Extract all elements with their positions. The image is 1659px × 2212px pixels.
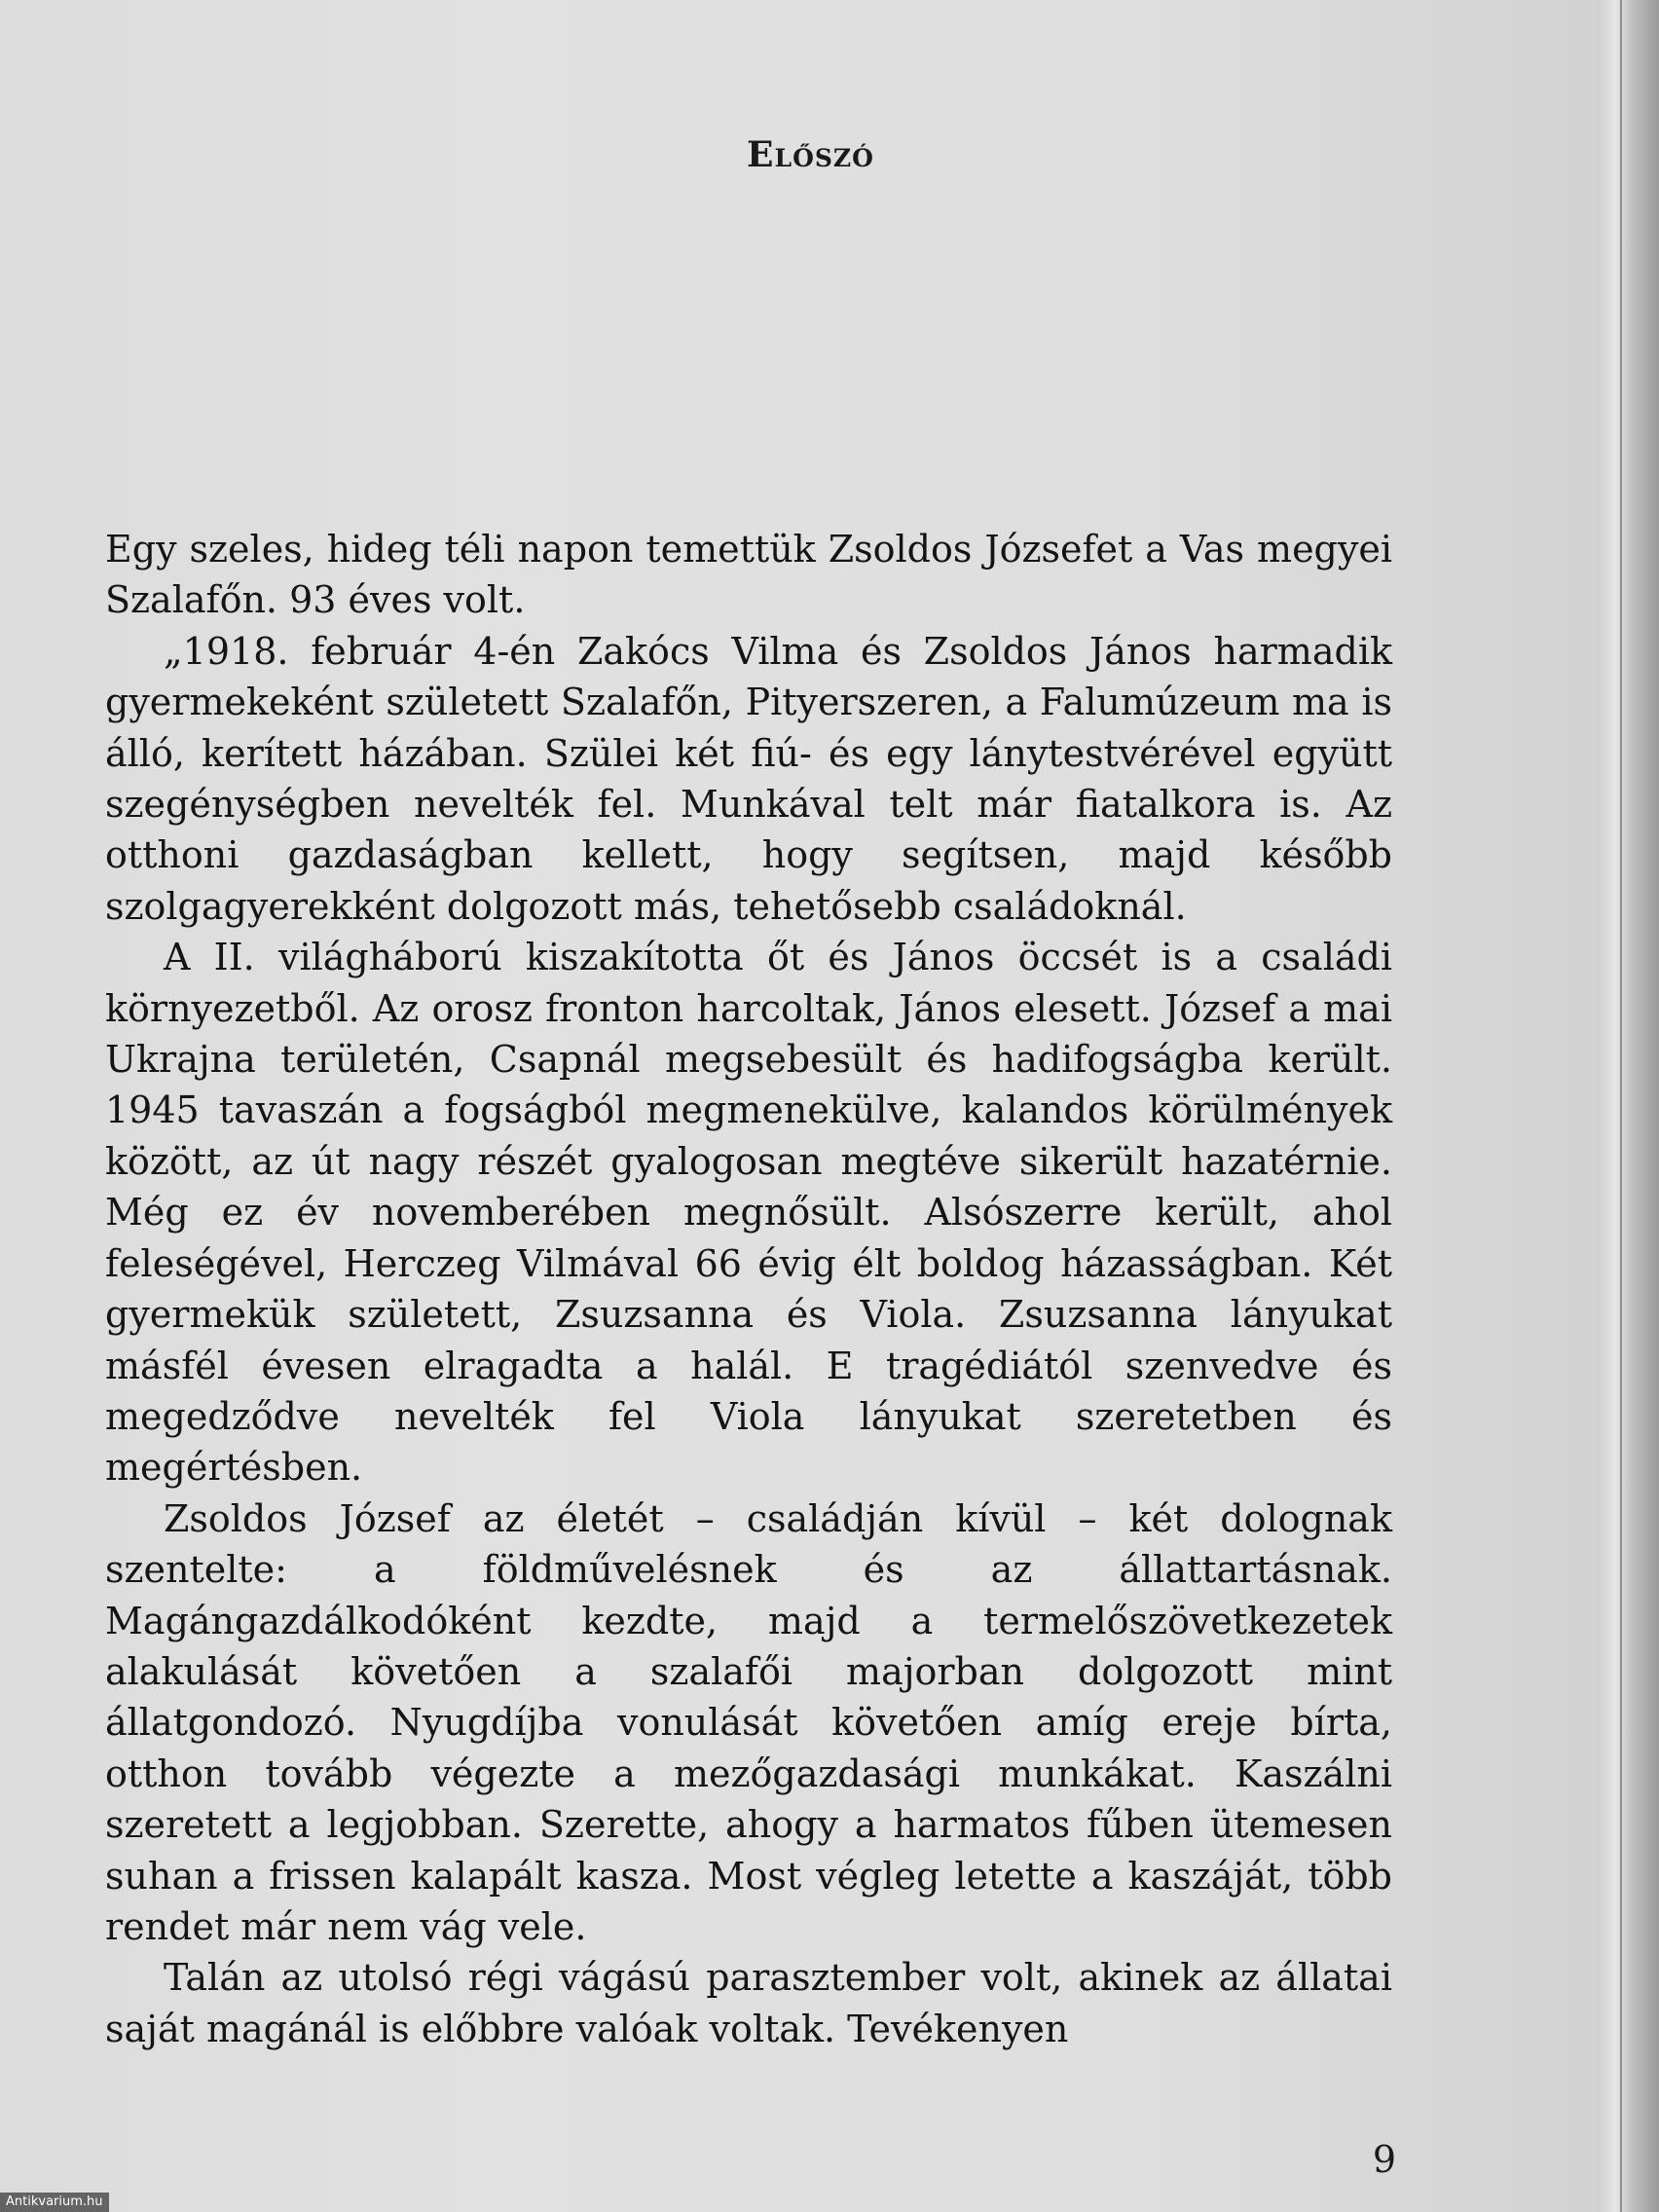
page-edge <box>1597 0 1659 2212</box>
paragraph-2: „1918. február 4-én Zakócs Vilma és Zsoldos János harmadik gyermekeként született Szalafőn, Pityerszeren, a Falumúzeum ma is álló, kerített házában. Szülei két fiú- és egy lánytestvérével együtt szegénységben nevelték fel. Munkával telt már fiatalkora is. Az otthoni gazdaságban kellett, hogy segítsen, majd később szolgagyerekként dolgozott más, tehetősebb családoknál. <box>105 629 1392 928</box>
watermark-label: Antikvarium.hu <box>0 2193 109 2212</box>
paragraph-5: Talán az utolsó régi vágású parasztember volt, akinek az állatai saját magánál is előbbre valóak voltak. Tevékenyen <box>105 1956 1392 2050</box>
paragraph-4: Zsoldos József az életét – családján kívül – két dolognak szentelte: a földművelésnek és az állattartásnak. Magángazdálkodóként kezdte, majd a termelőszövetkezetek alakulását követően a szalafői majorban dolgozott mint állatgondozó. Nyugdíjba vonulását követően amíg ereje bírta, otthon tovább végezte a mezőgazdasági munkákat. Kaszálni szeretett a legjobban. Szerette, ahogy a harmatos fűben ütemesen suhan a frissen kalapált kasza. Most végleg letette a kaszáját, több rendet már nem vág vele. <box>105 1496 1392 1948</box>
paragraph-1: Egy szeles, hideg téli napon temettük Zsoldos Józsefet a Vas megyei Szalafőn. 93 éves volt. <box>105 528 1392 622</box>
page-number: 9 <box>1372 2138 1396 2181</box>
body-text <box>105 524 1392 2054</box>
paragraph-3: A II. világháború kiszakította őt és János öccsét is a családi környezetből. Az orosz fronton harcoltak, János elesett. József a mai Ukrajna területén, Csapnál megsebesült és hadifogságba került. 1945 tavaszán a fogságból megmenekülve, kalandos körülmények között, az út nagy részét gyalogosan megtéve sikerült hazatérnie. Még ez év novemberében megnősült. Alsószerre került, ahol feleségével, Herczeg Vilmával 66 évig élt boldog házasságban. Két gyermekük született, Zsuzsanna és Viola. Zsuzsanna lányukat másfél évesen elragadta a halál. E tragédiától szenvedve és megedződve nevelték fel Viola lányukat szeretetben és megértésben. <box>105 936 1392 1490</box>
chapter-title: Előszó <box>747 134 874 175</box>
